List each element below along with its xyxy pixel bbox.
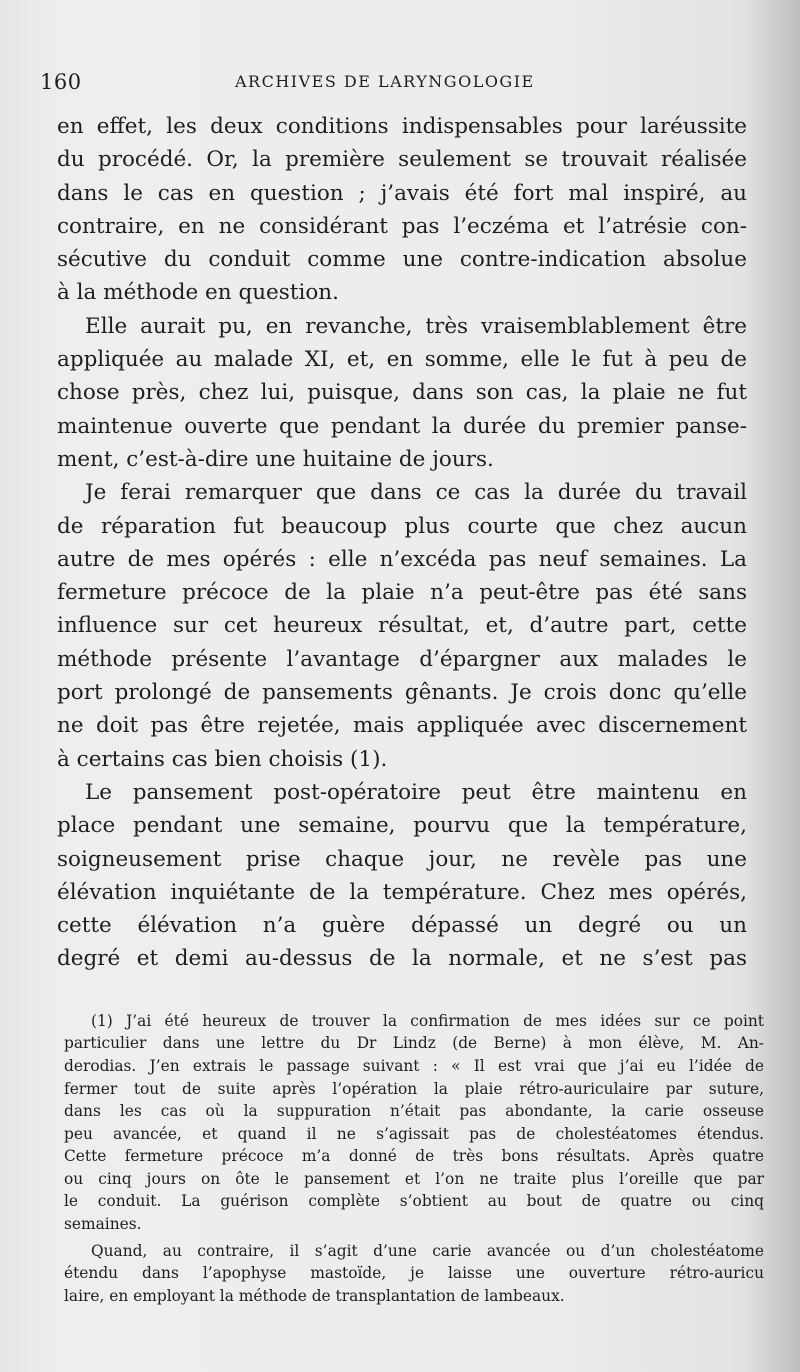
text-line: Elle aurait pu, en revanche, très vraisemblablement être <box>85 313 747 339</box>
footnote-line: (1) J’ai été heureux de trouver la confirmation de mes idées sur ce point <box>91 1011 764 1030</box>
text-line: sécutive du conduit comme une contre-indication absolue <box>57 247 747 273</box>
page-header <box>40 70 770 98</box>
text-line: en effet, les deux conditions indispensables pour laréussite <box>57 114 747 139</box>
footnote-line: Quand, au contraire, il s’agit d’une carie avancée ou d’un cholestéatome <box>91 1241 764 1260</box>
footnote-line: derodias. J’en extrais le passage suivant : « Il est vrai que j’ai eu l’idée de <box>64 1056 764 1075</box>
footnote-line: fermer tout de suite après l’opération la plaie rétro-auriculaire par suture, <box>64 1079 764 1098</box>
footnote-line: le conduit. La guérison complète s’obtient au bout de quatre ou cinq <box>64 1192 764 1211</box>
text-line: élévation inquiétante de la température. Chez mes opérés, <box>57 879 747 905</box>
footnote-line: Cette fermeture précoce m’a donné de très bons résultats. Après quatre <box>64 1147 764 1166</box>
text-line: à la méthode en question. <box>57 280 339 306</box>
page-number: 160 <box>40 70 82 94</box>
text-line: degré et demi au-dessus de la normale, et ne s’est pas <box>57 946 747 972</box>
body-text <box>57 110 764 1307</box>
footnote-paragraph <box>64 1010 764 1236</box>
text-line: fermeture précoce de la plaie n’a peut-être pas été sans <box>57 580 747 606</box>
running-title: ARCHIVES DE LARYNGOLOGIE <box>235 72 535 91</box>
text-line: influence sur cet heureux résultat, et, d’autre part, cette <box>57 613 747 639</box>
text-line: ne doit pas être rejetée, mais appliquée avec discernement <box>57 713 747 739</box>
text-line: port prolongé de pansements gênants. Je crois donc qu’elle <box>57 680 747 706</box>
text-line: contraire, en ne considérant pas l’eczéma et l’atrésie con- <box>57 213 747 239</box>
paragraph <box>57 110 747 310</box>
text-line: maintenue ouverte que pendant la durée du premier panse- <box>57 413 747 439</box>
text-line: cette élévation n’a guère dépassé un degré ou un <box>57 913 747 939</box>
text-line: Je ferai remarquer que dans ce cas la durée du travail <box>85 480 747 506</box>
text-line: ment, c’est-à-dire une huitaine de jours. <box>57 446 494 472</box>
text-line: de réparation fut beaucoup plus courte que chez aucun <box>57 513 747 539</box>
footnote-paragraph <box>64 1240 764 1308</box>
text-line: Le pansement post-opératoire peut être maintenu en <box>85 779 747 805</box>
paragraph <box>57 310 747 476</box>
text-line: du procédé. Or, la première seulement se trouvait réalisée <box>57 147 747 173</box>
text-line: place pendant une semaine, pourvu que la température, <box>57 813 747 839</box>
paragraph <box>57 776 747 976</box>
text-line: autre de mes opérés : elle n’excéda pas neuf semaines. La <box>57 546 747 572</box>
paragraph <box>57 476 747 776</box>
text-line: soigneusement prise chaque jour, ne revèle pas une <box>57 846 747 872</box>
footnote-line: dans les cas où la suppuration n’était pas abondante, la carie osseuse <box>64 1102 764 1121</box>
footnote-line: particulier dans une lettre du Dr Lindz (de Berne) à mon élève, M. An- <box>64 1034 764 1053</box>
footnote-separator-space <box>57 976 747 1010</box>
footnote-line: ou cinq jours on ôte le pansement et l’on ne traite plus l’oreille que par <box>64 1169 764 1188</box>
footnote-line: étendu dans l’apophyse mastoïde, je laisse une ouverture rétro-auricu <box>64 1264 764 1283</box>
text-line: dans le cas en question ; j’avais été fort mal inspiré, au <box>57 180 747 206</box>
text-line: à certains cas bien choisis (1). <box>57 746 388 772</box>
footnote <box>64 1010 764 1308</box>
text-line: chose près, chez lui, puisque, dans son cas, la plaie ne fut <box>57 380 747 406</box>
footnote-line: laire, en employant la méthode de transplantation de lambeaux. <box>64 1286 565 1305</box>
text-line: méthode présente l’avantage d’épargner aux malades le <box>57 646 747 672</box>
footnote-line: semaines. <box>64 1215 142 1234</box>
text-line: appliquée au malade XI, et, en somme, elle le fut à peu de <box>57 347 747 373</box>
footnote-line: peu avancée, et quand il ne s’agissait pas de cholestéatomes étendus. <box>64 1124 764 1143</box>
